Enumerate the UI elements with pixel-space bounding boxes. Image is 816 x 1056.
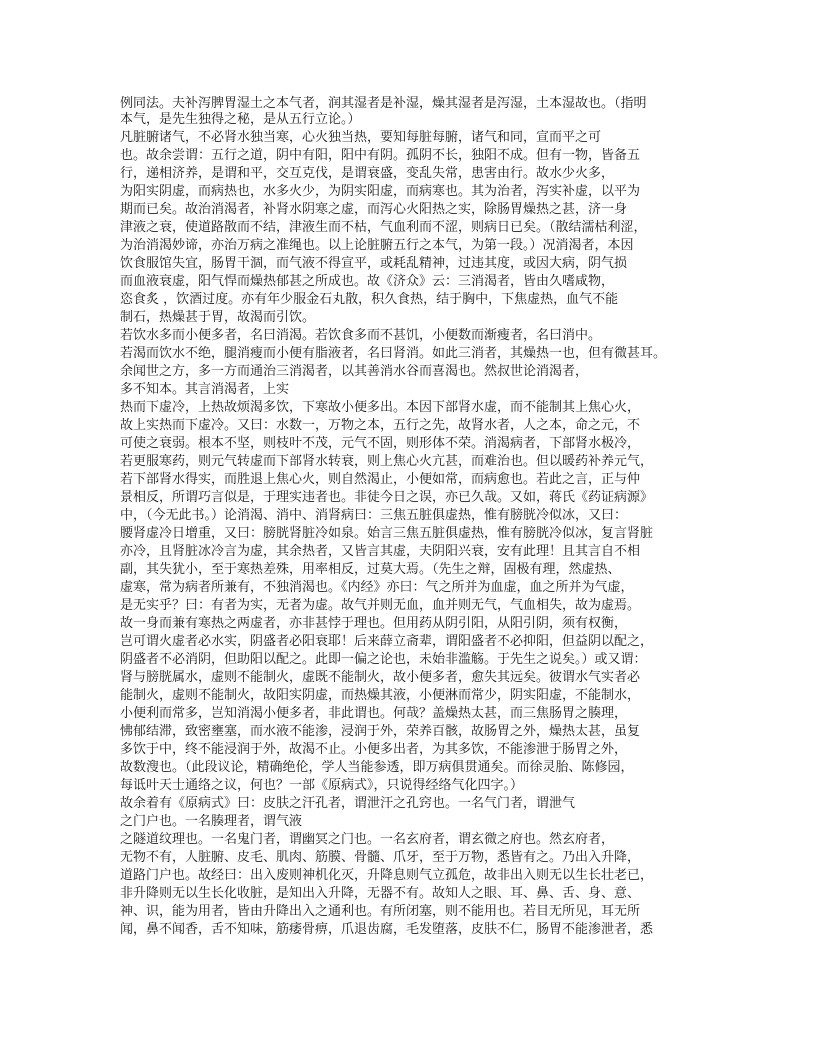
- text-line: 期而已矣。故治消渴者，补肾水阴寒之虚，而泻心火阳热之实，除肠胃燥热之甚，济一身: [120, 202, 628, 217]
- text-line: 无物不有，人脏腑、皮毛、肌肉、筋膜、骨髓、爪牙，至于万物，悉皆有之。乃出入升降，: [120, 850, 641, 865]
- text-line: 小便利而常多，岂知消渴小便多者，非此谓也。何哉？盖燥热太甚，而三焦肠胃之腠理，: [120, 706, 628, 721]
- text-line: 津液之衰，使道路散而不结，津液生而不枯，气血利而不涩，则病日已矣。（散结濡枯利涩，: [120, 220, 647, 235]
- text-line: 腰肾虚冷日增重，又曰：膀胱肾脏冷如泉。始言三焦五脏俱虚热，惟有膀胱冷似冰，复言肾脏: [120, 526, 654, 541]
- text-line: 故余着有《原病式》曰：皮肤之汗孔者，谓泄汗之孔窍也。一名气门者，谓泄气: [120, 796, 576, 811]
- text-line: 能制火，虚则不能制火，故阳实阴虚，而热燥其液，小便淋而常少，阴实阳虚，不能制水，: [120, 688, 641, 703]
- text-line: 凡脏腑诸气，不必肾水独当寒，心火独当热，要知每脏每腑，诸气和同，宣而平之可: [120, 130, 602, 145]
- text-line: 非升降则无以生长化收脏，是知出入升降，无器不有。故知人之眼、耳、鼻、舌、身、意、: [120, 886, 641, 901]
- text-line: 闻，鼻不闻香，舌不知味，筋痿骨痹，爪退齿腐，毛发堕落，皮肤不仁，肠胃不能渗泄者，悉: [120, 922, 654, 937]
- text-line: 多不知本。其言消渴者，上实: [120, 382, 290, 397]
- text-line: 若更服寒药，则元气转虚而下部肾水转衰，则上焦心火亢甚，而难治也。但以暖药补养元气，: [120, 454, 654, 469]
- text-line: 岂可谓火虚者必水实，阴盛者必阳衰耶！后来薛立斋辈，谓阳盛者不必抑阳，但益阴以配之，: [120, 634, 654, 649]
- text-line: 之门户也。一名腠理者，谓气液: [120, 814, 303, 829]
- text-line: 多饮于中，终不能浸润于外，故渴不止。小便多出者，为其多饮，不能渗泄于肠胃之外，: [120, 742, 628, 757]
- text-line: 怫郁结滞，致密壅塞，而水液不能渗，浸润于外，荣养百骸，故肠胃之外，燥热太甚，虽复: [120, 724, 641, 739]
- text-line: 中，（今无此书。）论消渴、消中、消肾病曰：三焦五脏俱虚热，惟有膀胱冷似冰，又曰：: [120, 508, 628, 523]
- text-line: 道路门户也。故经曰：出入废则神机化灭，升降息则气立孤危，故非出入则无以生长壮老已，: [120, 868, 654, 883]
- text-line: 神、识，能为用者，皆由升降出入之通利也。有所闭塞，则不能用也。若目无所见，耳无所: [120, 904, 641, 919]
- text-line: 阴盛者不必消阴，但助阳以配之。此即一偏之论也，未始非滥觞。于先生之说矣。）或又谓：: [120, 652, 647, 667]
- text-line: 余闻世之方，多一方而通治三消渴者，以其善消水谷而喜渴也。然叔世论消渴者，: [120, 364, 589, 379]
- text-line: 之隧道纹理也。一名鬼门者，谓幽冥之门也。一名玄府者，谓玄微之府也。然玄府者，: [120, 832, 615, 847]
- text-line: 若下部肾水得实，而胜退上焦心火，则自然渴止，小便如常，而病愈也。若此之言，正与仲: [120, 472, 641, 487]
- text-line: 制石，热燥甚于胃，故渴而引饮。: [120, 310, 316, 325]
- text-line: 若饮水多而小便多者，名曰消渴。若饮食多而不甚饥，小便数而渐瘦者，名曰消中。: [120, 328, 602, 343]
- text-line: 虚寒，常为病者所兼有，不独消渴也。《内经》亦曰：气之所并为血虚，血之所并为气虚，: [120, 580, 634, 595]
- text-line: 每诋叶天士通络之议，何也？一部《原病式》，只说得经络气化四字。）: [120, 778, 524, 793]
- text-line: 副，其失犹小，至于寒热差殊，用率相反，过莫大焉。（先生之辩，固极有理，然虚热、: [120, 562, 621, 577]
- text-line: 热而下虚冷，上热故烦渴多饮，下寒故小便多出。本因下部肾水虚，而不能制其上焦心火，: [120, 400, 641, 415]
- text-line: 故上实热而下虚冷。又曰：水数一，万物之本，五行之先，故肾水者，人之本，命之元，不: [120, 418, 641, 433]
- text-line: 本气，是先生独得之秘，是从五行立论。）: [120, 112, 361, 127]
- text-line: 若渴而饮水不绝，腿消瘦而小便有脂液者，名曰肾消。如此三消者，其燥热一也，但有微甚耳。: [120, 346, 667, 361]
- text-line: 例同法。夫补泻脾胃湿土之本气者，润其湿者是补湿，燥其湿者是泻湿，土本湿故也。（指明: [120, 96, 647, 111]
- text-line: 也。故余尝谓：五行之道，阴中有阳，阳中有阴。孤阴不长，独阳不成。但有一物，皆备五: [120, 148, 641, 163]
- text-line: 饮食服馆失宜，肠胃干涸，而气液不得宣平，或耗乱精神，过违其度，或因大病，阴气损: [120, 256, 628, 271]
- text-line: 而血液衰虚，阳气悍而燥热郁甚之所成也。故《济众》云：三消渴者，皆由久嗜咸物，: [120, 274, 615, 289]
- text-line: 恣食炙 ，饮酒过度。亦有年少服金石丸散，积久食热，结于胸中，下焦虚热，血气不能: [120, 292, 619, 307]
- text-line: 故数溲也。（此段议论，精确绝伦，学人当能参透，即万病俱贯通矣。而徐灵胎、陈修园，: [120, 760, 634, 775]
- text-line: 亦冷，且肾脏冰冷言为虚，其余热者，又皆言其虚，夫阴阳兴衰，安有此理！且其言自不相: [120, 544, 641, 559]
- text-line: 为治消渴妙谛，亦治万病之准绳也。以上论脏腑五行之本气，为第一段。）况消渴者，本因: [120, 238, 634, 253]
- text-line: 是无实乎？曰：有者为实，无者为虚。故气并则无血，血并则无气，气血相失，故为虚焉。: [120, 598, 641, 613]
- text-line: 景相反，所谓巧言似是，于理实违者也。非徒今日之误，亦已久哉。又如，蒋氏《药证病源》: [120, 490, 654, 505]
- text-line: 可使之衰弱。根本不坚，则枝叶不茂，元气不固，则形体不荣。消渴病者，下部肾水极冷，: [120, 436, 641, 451]
- text-line: 行，递相济养，是谓和平，交互克伐，是谓衰盛，变乱失常，患害由行。故水少火多，: [120, 166, 615, 181]
- text-line: 肾与膀胱属水，虚则不能制火，虚既不能制火，故小便多者，愈失其远矣。彼谓水气实者必: [120, 670, 641, 685]
- text-line: 故一身而兼有寒热之两虚者，亦非甚悖于理也。但用药从阴引阳，从阳引阴，须有权衡，: [120, 616, 628, 631]
- text-line: 为阳实阴虚，而病热也，水多火少，为阴实阳虚，而病寒也。其为治者，泻实补虚，以平为: [120, 184, 641, 199]
